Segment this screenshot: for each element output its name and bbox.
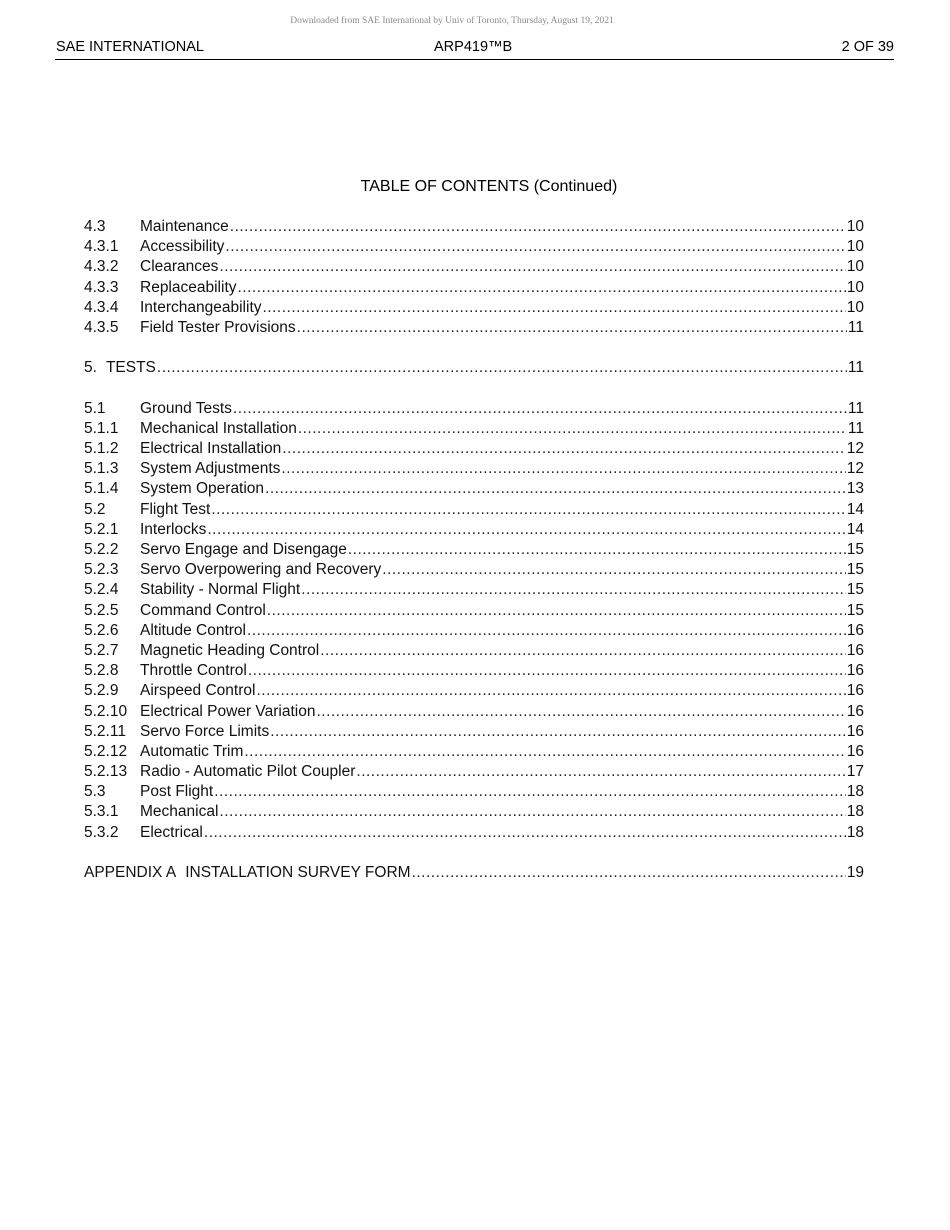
toc-entry[interactable]: [84, 399, 864, 419]
toc-entry-page: 16: [846, 621, 864, 639]
toc-entry-label: Automatic Trim: [140, 742, 244, 760]
toc-entry[interactable]: [84, 500, 864, 520]
toc-entry[interactable]: [84, 318, 864, 338]
toc-entry-number: 4.3.2: [84, 258, 119, 276]
toc-entry[interactable]: [84, 278, 864, 298]
toc-entry-number: 5.2.13: [84, 763, 128, 781]
toc-leader-dots: [316, 702, 845, 722]
toc-entry-label: Servo Overpowering and Recovery: [140, 561, 382, 579]
toc-entry-number: 5.2.9: [84, 682, 119, 700]
toc-leader-dots: [356, 762, 845, 782]
toc-entry-page: 13: [846, 480, 864, 498]
toc-entry[interactable]: [84, 298, 864, 318]
toc-leader-dots: [282, 439, 845, 459]
toc-entry-label: Post Flight: [140, 783, 214, 801]
toc-entry-number: 5.2.3: [84, 561, 119, 579]
toc-entry-label: INSTALLATION SURVEY FORM: [185, 864, 411, 881]
toc-leader-dots: [281, 459, 845, 479]
toc-entry-label: System Operation: [140, 480, 265, 498]
header-document-id: ARP419™B: [434, 39, 513, 55]
toc-entry-label: Magnetic Heading Control: [140, 641, 320, 659]
toc-entry-number: 4.3.4: [84, 298, 119, 316]
toc-entry-page: 10: [846, 218, 864, 235]
toc-entry-appendix[interactable]: [84, 863, 864, 883]
toc-entry[interactable]: [84, 823, 864, 843]
toc-leader-dots: [348, 540, 846, 560]
toc-entry-page: 16: [846, 742, 864, 760]
toc-entry[interactable]: [84, 601, 864, 621]
toc-entry[interactable]: [84, 419, 864, 439]
toc-entry-label: Maintenance: [140, 218, 229, 235]
toc-entry-number: 5.2.2: [84, 541, 119, 558]
toc-entry-label: Throttle Control: [140, 662, 247, 680]
toc-entry-page: 11: [847, 399, 864, 417]
toc-entry-number: 5.1.3: [84, 460, 119, 478]
toc-entry-label: Servo Force Limits: [140, 722, 270, 740]
toc-entry-page: 16: [846, 722, 864, 740]
toc-leader-dots: [256, 681, 845, 701]
toc-entry-page: 11: [847, 318, 864, 336]
toc-entry-page: 10: [846, 238, 864, 256]
toc-leader-dots: [412, 863, 846, 883]
toc-leader-dots: [265, 479, 846, 499]
toc-entry-page: 10: [846, 298, 864, 316]
toc-entry[interactable]: [84, 479, 864, 499]
toc-entry-label: Electrical Power Variation: [140, 702, 316, 720]
toc-entry-number: 4.3: [84, 218, 106, 235]
toc-entry-label: Electrical Installation: [140, 440, 282, 458]
toc-entry-number: 4.3.5: [84, 318, 119, 336]
toc-entry[interactable]: [84, 439, 864, 459]
toc-entry[interactable]: [84, 782, 864, 802]
toc-leader-dots: [267, 601, 846, 621]
toc-entry-label: Airspeed Control: [140, 682, 256, 700]
toc-entry[interactable]: [84, 661, 864, 681]
toc-entry-page: 11: [847, 419, 864, 437]
toc-entry-label: Interlocks: [140, 520, 207, 538]
toc-entry-number: 5.1.4: [84, 480, 119, 498]
toc-entry-label: TESTS: [105, 359, 156, 377]
toc-entry[interactable]: [84, 459, 864, 479]
toc-entry[interactable]: [84, 621, 864, 641]
toc-entry-label: Clearances: [140, 258, 219, 276]
toc-entry-number: 5.3.1: [84, 803, 119, 821]
toc-entry-page: 15: [846, 561, 864, 579]
toc-leader-dots: [244, 742, 845, 762]
toc-entry-number: 5.2.4: [84, 581, 119, 599]
toc-entry[interactable]: [84, 702, 864, 722]
toc-entry-number: 5.2.8: [84, 662, 119, 680]
toc-leader-dots: [230, 217, 846, 237]
toc-entry[interactable]: [84, 722, 864, 742]
toc-entry[interactable]: [84, 540, 864, 560]
toc-entry-page: 19: [846, 864, 864, 881]
toc-leader-dots: [270, 722, 846, 742]
toc-leader-dots: [157, 358, 847, 378]
toc-entry-number: 5.2.10: [84, 702, 128, 720]
toc-leader-dots: [207, 520, 845, 540]
toc-entry-page: 16: [846, 662, 864, 680]
toc-leader-dots: [233, 399, 847, 419]
toc-entry[interactable]: [84, 580, 864, 600]
toc-entry-label: Command Control: [140, 601, 266, 619]
toc-entry-label: Interchangeability: [140, 298, 262, 316]
toc-leader-dots: [204, 823, 846, 843]
toc-entry-number: 5.1.1: [84, 419, 119, 437]
toc-entry-page: 15: [846, 581, 864, 599]
header-page-info: 2 OF 39: [841, 39, 894, 55]
toc-spacer: [84, 338, 864, 358]
toc-leader-dots: [297, 318, 847, 338]
toc-entry-page: 17: [846, 763, 864, 781]
header-organization: SAE INTERNATIONAL: [56, 39, 204, 55]
toc-entry-label: Mechanical Installation: [140, 419, 297, 437]
toc-entry-page: 12: [846, 440, 864, 458]
download-notice: Downloaded from SAE International by Univ of Toronto, Thursday, August 19, 2021: [290, 16, 614, 26]
toc-entry-number: APPENDIX A: [84, 864, 177, 881]
toc-leader-dots: [225, 237, 845, 257]
toc-entry-number: 5.1.2: [84, 440, 119, 458]
toc-entry-page: 18: [846, 783, 864, 801]
toc-title: TABLE OF CONTENTS (Continued): [360, 178, 618, 195]
toc-entry-label: Servo Engage and Disengage: [140, 541, 347, 558]
toc-entry[interactable]: [84, 520, 864, 540]
toc-entry-label: System Adjustments: [140, 460, 281, 478]
toc-entry-page: 16: [846, 641, 864, 659]
toc-entry[interactable]: [84, 358, 864, 378]
toc-entry-page: 16: [846, 682, 864, 700]
toc-leader-dots: [298, 419, 847, 439]
toc-entry-page: 15: [846, 601, 864, 619]
toc-entry-page: 10: [846, 278, 864, 296]
toc-leader-dots: [263, 298, 846, 318]
toc-entry-label: Flight Test: [140, 500, 211, 518]
toc-entry-page: 18: [846, 823, 864, 841]
toc-leader-dots: [211, 500, 845, 520]
toc-leader-dots: [219, 257, 845, 277]
toc-entry-label: Altitude Control: [140, 621, 246, 639]
page-header: [55, 38, 894, 60]
toc-entry-number: 5.2.1: [84, 520, 119, 538]
toc-leader-dots: [219, 802, 845, 822]
toc-entry-page: 14: [846, 500, 864, 518]
toc-leader-dots: [247, 621, 846, 641]
toc-leader-dots: [320, 641, 846, 661]
toc-entry-label: Mechanical: [140, 803, 219, 821]
toc-entry[interactable]: [84, 560, 864, 580]
toc-entry-page: 12: [846, 460, 864, 478]
toc-entry[interactable]: [84, 681, 864, 701]
toc-leader-dots: [301, 580, 846, 600]
toc-entry-label: Ground Tests: [140, 399, 232, 417]
toc-entry-page: 11: [847, 359, 864, 377]
toc-entry-label: Accessibility: [140, 238, 225, 256]
toc-entry-page: 15: [846, 541, 864, 558]
toc-entry-number: 4.3.1: [84, 238, 119, 256]
toc-entry-page: 14: [846, 520, 864, 538]
toc-entry[interactable]: [84, 257, 864, 277]
toc-entry-label: Field Tester Provisions: [140, 318, 296, 336]
toc-entry-page: 18: [846, 803, 864, 821]
toc-entry[interactable]: [84, 742, 864, 762]
toc-entry[interactable]: [84, 762, 864, 782]
toc-entry-number: 5.2.11: [84, 722, 126, 740]
toc-leader-dots: [382, 560, 846, 580]
table-of-contents: [84, 217, 864, 883]
toc-entry-label: Stability - Normal Flight: [140, 581, 301, 599]
toc-entry-number: 5.2.6: [84, 621, 119, 639]
toc-entry[interactable]: [84, 217, 864, 237]
toc-entry-label: Radio - Automatic Pilot Coupler: [140, 763, 356, 781]
toc-entry[interactable]: [84, 237, 864, 257]
toc-leader-dots: [248, 661, 846, 681]
toc-entry-number: 5.2.12: [84, 742, 128, 760]
toc-entry-number: 5.3: [84, 783, 106, 801]
toc-entry[interactable]: [84, 802, 864, 822]
toc-leader-dots: [238, 278, 846, 298]
toc-entry[interactable]: [84, 641, 864, 661]
toc-entry-page: 16: [846, 702, 864, 720]
toc-entry-page: 10: [846, 258, 864, 276]
toc-leader-dots: [214, 782, 846, 802]
toc-entry-label: Electrical: [140, 823, 203, 841]
toc-entry-number: 5.1: [84, 399, 106, 417]
toc-entry-number: 5.2: [84, 500, 106, 518]
toc-spacer: [84, 379, 864, 399]
toc-entry-number: 5.2.5: [84, 601, 119, 619]
toc-spacer: [84, 843, 864, 863]
toc-entry-number: 5.3.2: [84, 823, 119, 841]
toc-entry-number: 5.2.7: [84, 641, 119, 659]
toc-entry-number: 4.3.3: [84, 278, 119, 296]
toc-entry-label: Replaceability: [140, 278, 237, 296]
toc-entry-number: 5.: [84, 359, 97, 377]
